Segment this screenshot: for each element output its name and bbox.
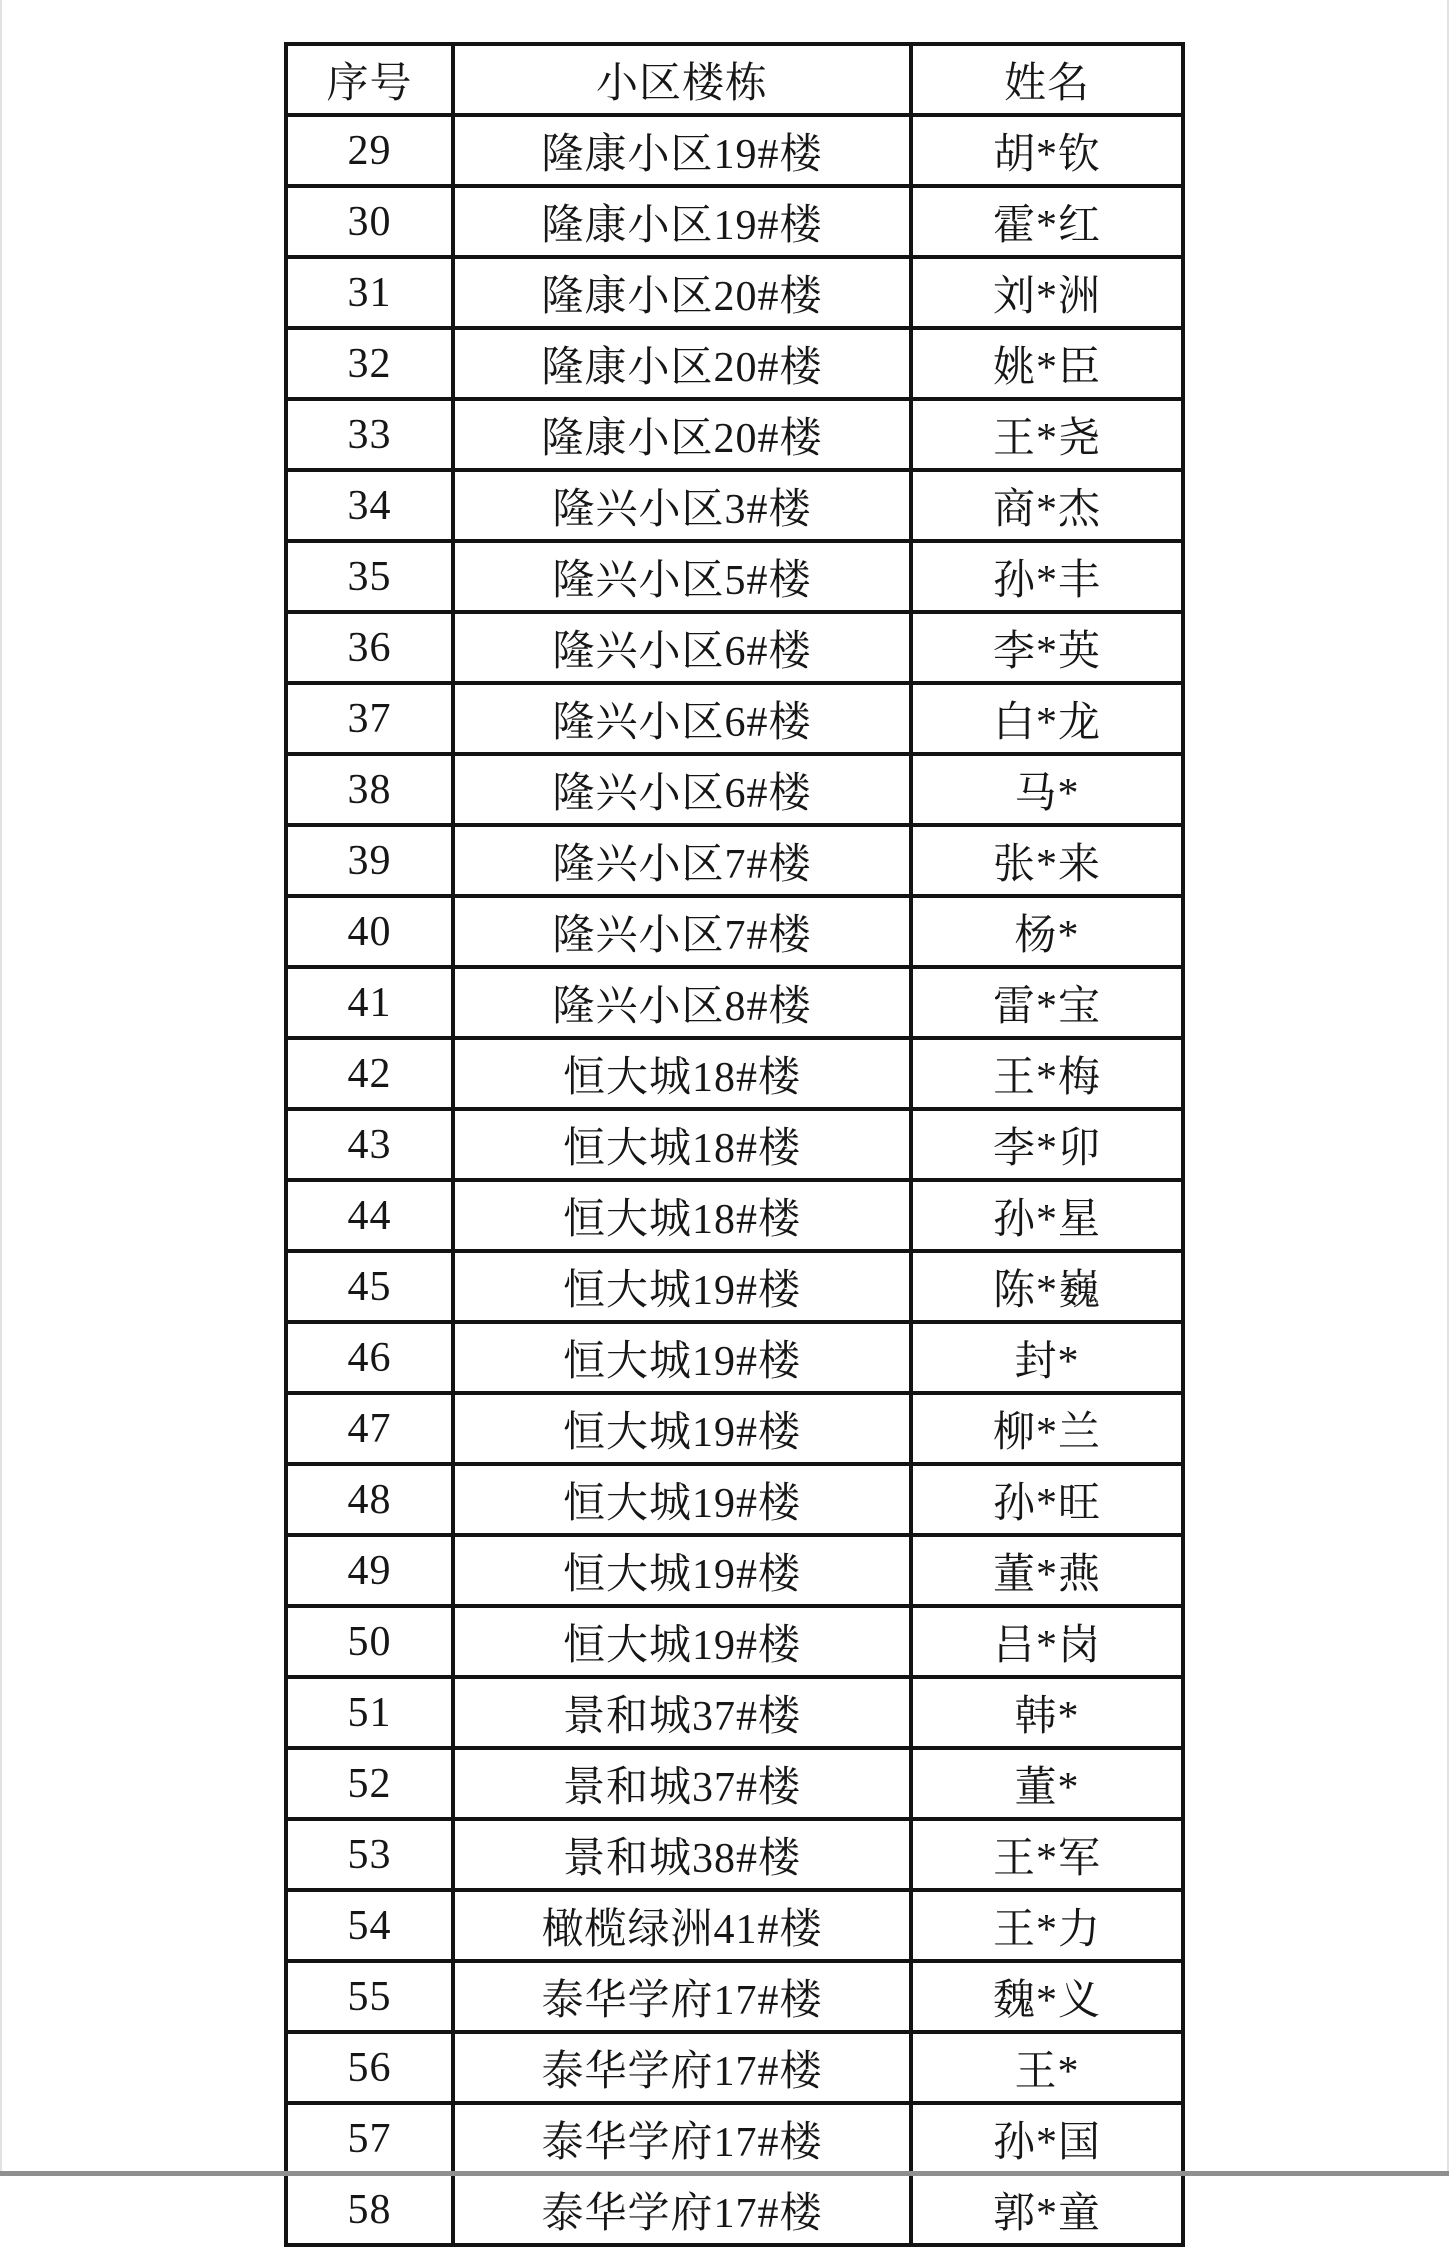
table-row (286, 1322, 1183, 1393)
table-cell-index: 33 (286, 399, 453, 470)
table-cell-building: 隆康小区19#楼 (453, 186, 911, 257)
column-header-name: 姓名 (911, 44, 1183, 115)
table-cell-building: 橄榄绿洲41#楼 (453, 1890, 911, 1961)
table-header-row (286, 44, 1183, 115)
table-cell-index: 50 (286, 1606, 453, 1677)
table-cell-building: 景和城38#楼 (453, 1819, 911, 1890)
table-cell-index: 29 (286, 115, 453, 186)
table-cell-building: 恒大城19#楼 (453, 1535, 911, 1606)
table-cell-name: 王*梅 (911, 1038, 1183, 1109)
table-cell-building: 隆兴小区5#楼 (453, 541, 911, 612)
table-cell-name: 霍*红 (911, 186, 1183, 257)
table-row (286, 612, 1183, 683)
table-row (286, 2103, 1183, 2174)
resident-roster-table (284, 42, 1181, 2247)
table-cell-building: 恒大城19#楼 (453, 1322, 911, 1393)
table-cell-index: 38 (286, 754, 453, 825)
table-cell-building: 泰华学府17#楼 (453, 2103, 911, 2174)
table-cell-index: 46 (286, 1322, 453, 1393)
table-cell-index: 30 (286, 186, 453, 257)
table-row (286, 1535, 1183, 1606)
table-cell-building: 隆康小区19#楼 (453, 115, 911, 186)
table-cell-building: 隆兴小区3#楼 (453, 470, 911, 541)
table-cell-building: 隆兴小区8#楼 (453, 967, 911, 1038)
table-cell-building: 隆兴小区7#楼 (453, 825, 911, 896)
table-cell-name: 杨* (911, 896, 1183, 967)
table-cell-name: 吕*岗 (911, 1606, 1183, 1677)
table-cell-index: 51 (286, 1677, 453, 1748)
table-cell-name: 王*尧 (911, 399, 1183, 470)
table-cell-index: 53 (286, 1819, 453, 1890)
table-cell-name: 董*燕 (911, 1535, 1183, 1606)
table-cell-name: 孙*丰 (911, 541, 1183, 612)
table-cell-building: 隆兴小区6#楼 (453, 683, 911, 754)
table-row (286, 1961, 1183, 2032)
table-cell-name: 胡*钦 (911, 115, 1183, 186)
table-cell-building: 隆康小区20#楼 (453, 399, 911, 470)
table-row (286, 1464, 1183, 1535)
table-cell-name: 魏*义 (911, 1961, 1183, 2032)
table-cell-building: 恒大城18#楼 (453, 1109, 911, 1180)
table-row (286, 328, 1183, 399)
table-row (286, 1251, 1183, 1322)
table-row (286, 1180, 1183, 1251)
table-cell-building: 恒大城19#楼 (453, 1393, 911, 1464)
table-cell-name: 封* (911, 1322, 1183, 1393)
table-cell-name: 董* (911, 1748, 1183, 1819)
table-cell-name: 韩* (911, 1677, 1183, 1748)
table-cell-index: 34 (286, 470, 453, 541)
table-cell-name: 陈*巍 (911, 1251, 1183, 1322)
table-row (286, 2174, 1183, 2245)
table-cell-index: 37 (286, 683, 453, 754)
table-cell-index: 47 (286, 1393, 453, 1464)
table-row (286, 257, 1183, 328)
table-cell-name: 刘*洲 (911, 257, 1183, 328)
table-cell-index: 58 (286, 2174, 453, 2245)
table-cell-index: 54 (286, 1890, 453, 1961)
table-row (286, 825, 1183, 896)
table-cell-name: 马* (911, 754, 1183, 825)
table-cell-index: 43 (286, 1109, 453, 1180)
page-bottom-divider (0, 2171, 1449, 2176)
table-cell-name: 王*军 (911, 1819, 1183, 1890)
table-cell-index: 45 (286, 1251, 453, 1322)
table-row (286, 896, 1183, 967)
table-row (286, 470, 1183, 541)
table-cell-name: 雷*宝 (911, 967, 1183, 1038)
table-row (286, 2032, 1183, 2103)
table-cell-building: 隆兴小区6#楼 (453, 612, 911, 683)
table-cell-building: 泰华学府17#楼 (453, 1961, 911, 2032)
table-row (286, 399, 1183, 470)
table-cell-name: 商*杰 (911, 470, 1183, 541)
table-row (286, 1819, 1183, 1890)
table-body (286, 115, 1183, 2245)
table-cell-name: 孙*旺 (911, 1464, 1183, 1535)
table-row (286, 1890, 1183, 1961)
table-row (286, 1748, 1183, 1819)
table-cell-name: 李*英 (911, 612, 1183, 683)
table-cell-building: 泰华学府17#楼 (453, 2174, 911, 2245)
table-cell-index: 31 (286, 257, 453, 328)
table-cell-name: 柳*兰 (911, 1393, 1183, 1464)
table-cell-building: 泰华学府17#楼 (453, 2032, 911, 2103)
table-cell-building: 隆康小区20#楼 (453, 257, 911, 328)
table-row (286, 754, 1183, 825)
roster-table (284, 42, 1185, 2247)
table-cell-building: 隆兴小区7#楼 (453, 896, 911, 967)
table-cell-index: 48 (286, 1464, 453, 1535)
table-row (286, 1677, 1183, 1748)
table-cell-index: 44 (286, 1180, 453, 1251)
table-cell-name: 白*龙 (911, 683, 1183, 754)
table-row (286, 1109, 1183, 1180)
table-cell-building: 恒大城19#楼 (453, 1251, 911, 1322)
column-header-index: 序号 (286, 44, 453, 115)
table-cell-index: 52 (286, 1748, 453, 1819)
table-cell-index: 32 (286, 328, 453, 399)
column-header-building: 小区楼栋 (453, 44, 911, 115)
table-row (286, 1038, 1183, 1109)
table-cell-index: 36 (286, 612, 453, 683)
table-row (286, 186, 1183, 257)
table-cell-index: 40 (286, 896, 453, 967)
table-cell-index: 57 (286, 2103, 453, 2174)
table-cell-building: 隆康小区20#楼 (453, 328, 911, 399)
table-cell-building: 恒大城18#楼 (453, 1038, 911, 1109)
table-cell-building: 景和城37#楼 (453, 1677, 911, 1748)
table-cell-name: 王*力 (911, 1890, 1183, 1961)
table-cell-name: 郭*童 (911, 2174, 1183, 2245)
table-cell-building: 恒大城19#楼 (453, 1464, 911, 1535)
table-cell-index: 55 (286, 1961, 453, 2032)
table-cell-name: 王* (911, 2032, 1183, 2103)
table-cell-name: 李*卯 (911, 1109, 1183, 1180)
table-row (286, 683, 1183, 754)
table-row (286, 1393, 1183, 1464)
table-cell-building: 景和城37#楼 (453, 1748, 911, 1819)
table-cell-index: 42 (286, 1038, 453, 1109)
table-cell-name: 孙*星 (911, 1180, 1183, 1251)
table-row (286, 115, 1183, 186)
table-cell-building: 恒大城19#楼 (453, 1606, 911, 1677)
table-row (286, 967, 1183, 1038)
table-row (286, 1606, 1183, 1677)
table-cell-building: 恒大城18#楼 (453, 1180, 911, 1251)
table-cell-index: 41 (286, 967, 453, 1038)
table-cell-index: 56 (286, 2032, 453, 2103)
table-cell-building: 隆兴小区6#楼 (453, 754, 911, 825)
table-cell-name: 张*来 (911, 825, 1183, 896)
table-cell-name: 孙*国 (911, 2103, 1183, 2174)
table-row (286, 541, 1183, 612)
table-cell-index: 35 (286, 541, 453, 612)
table-cell-index: 39 (286, 825, 453, 896)
table-cell-name: 姚*臣 (911, 328, 1183, 399)
table-cell-index: 49 (286, 1535, 453, 1606)
